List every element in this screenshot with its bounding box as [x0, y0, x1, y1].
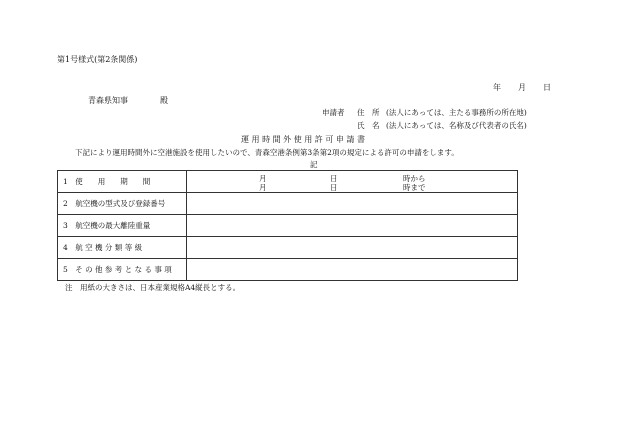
applicant-name-label: 氏 名	[357, 121, 380, 130]
table-row	[58, 171, 518, 193]
table-row	[58, 237, 518, 259]
footnote: 注 用紙の大きさは、日本産業規格A4縦長とする。	[65, 283, 241, 292]
period-to-month: 月	[259, 183, 267, 192]
period-from-day: 日	[330, 174, 338, 183]
period-to-day: 日	[330, 183, 338, 192]
addressee-honorific: 殿	[160, 96, 168, 105]
period-from-hour: 時から	[403, 174, 426, 183]
row-label-max-takeoff-weight: 3 航空機の最大離陸重量	[58, 215, 187, 237]
form-number: 第1号様式(第2条関係)	[57, 55, 138, 64]
aircraft-class-field[interactable]	[187, 237, 518, 259]
row-label-period: 1 使 用 期 間	[58, 171, 187, 193]
applicant-address-note: (法人にあっては、主たる事務所の所在地)	[386, 108, 527, 117]
aircraft-type-field[interactable]	[187, 193, 518, 215]
applicant-name-note: (法人にあっては、名称及び代表者の氏名)	[386, 121, 527, 130]
table-row	[58, 193, 518, 215]
other-info-field[interactable]	[187, 259, 518, 281]
addressee-name: 青森県知事	[88, 96, 128, 105]
period-to-hour: 時まで	[403, 183, 426, 192]
period-field[interactable]	[187, 171, 518, 193]
document-title: 運 用 時 間 外 使 用 許 可 申 請 書	[241, 135, 365, 144]
period-from-month: 月	[259, 174, 267, 183]
application-table	[57, 170, 518, 281]
row-label-other-info: 5 そ の 他 参 考 と な る 事 項	[58, 259, 187, 281]
month-label: 月	[518, 83, 526, 92]
table-row	[58, 215, 518, 237]
applicant-label: 申請者	[322, 108, 345, 117]
day-label: 日	[543, 83, 551, 92]
row-label-aircraft-class: 4 航 空 機 分 類 等 級	[58, 237, 187, 259]
year-label: 年	[493, 83, 501, 92]
max-takeoff-weight-field[interactable]	[187, 215, 518, 237]
table-row	[58, 259, 518, 281]
ki-heading: 記	[310, 160, 318, 169]
body-text: 下記により運用時間外に空港施設を使用したいので、青森空港条例第3条第2項の規定による許可の申請をします。	[75, 148, 459, 157]
row-label-aircraft-type: 2 航空機の型式及び登録番号	[58, 193, 187, 215]
applicant-address-label: 住 所	[357, 108, 380, 117]
